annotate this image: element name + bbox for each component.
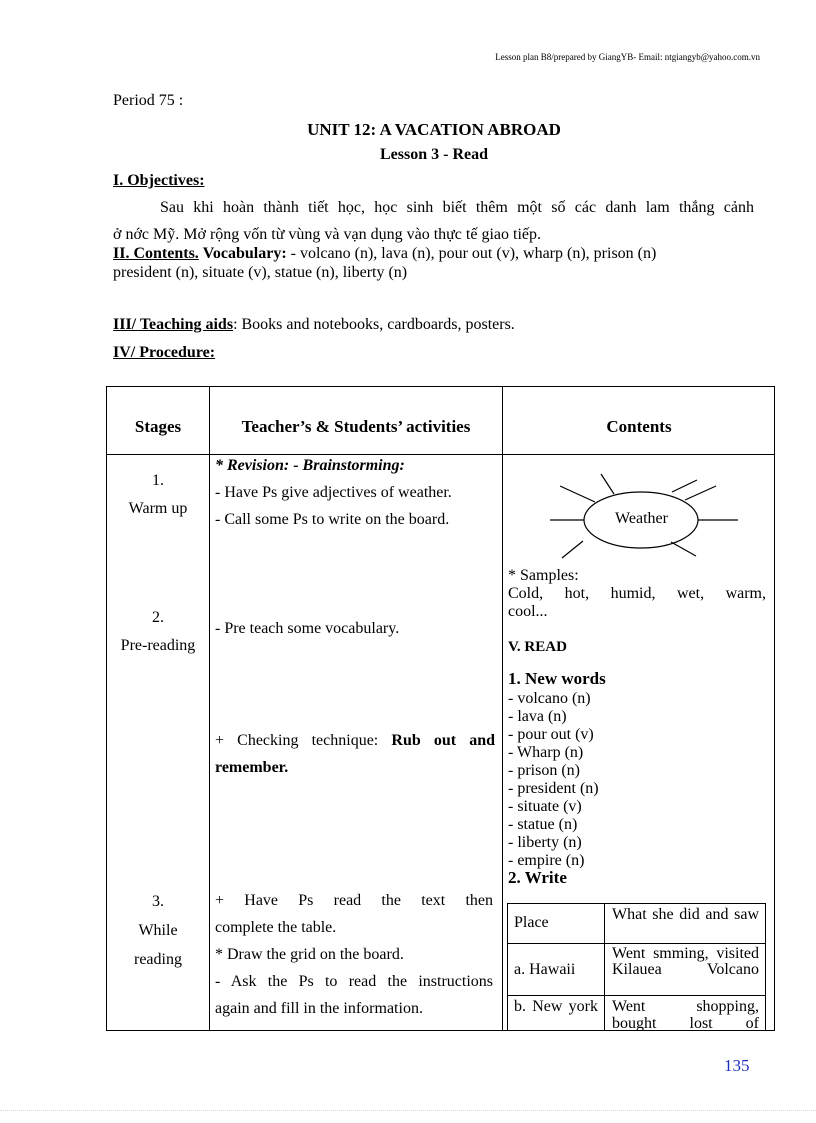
contents-heading: II. Contents. <box>113 245 199 262</box>
activity-technique: remember. <box>215 759 289 776</box>
grid-place: Place <box>508 904 605 943</box>
header-stages: Stages <box>134 417 182 436</box>
grid-row <box>508 904 765 944</box>
unit-title: UNIT 12: A VACATION ABROAD <box>307 120 561 139</box>
word-item: - president (n) <box>508 780 599 797</box>
grid-row <box>508 996 765 1031</box>
word-item: - prison (n) <box>508 762 580 779</box>
teaching-aids-heading: III/ Teaching aids <box>113 316 234 333</box>
samples-line-2: cool... <box>508 603 548 620</box>
word-item: - pour out (v) <box>508 726 594 743</box>
grid-did <box>606 904 765 943</box>
word-item: - Wharp (n) <box>508 744 584 761</box>
header-activities: Teacher’s & Students’ activities <box>241 417 471 436</box>
objectives-heading: I. Objectives: <box>113 172 205 189</box>
grid-place: a. Hawaii <box>508 944 605 995</box>
word-item: - volcano (n) <box>508 690 591 707</box>
teaching-aids-paragraph <box>113 316 515 334</box>
stage-warm-up <box>107 467 209 523</box>
grid-did <box>606 944 765 995</box>
section-read: V. READ <box>508 639 567 655</box>
word-item: - statue (n) <box>508 816 578 833</box>
grid-place <box>508 996 605 1031</box>
teaching-aids-text: : Books and notebooks, cardboards, posters. <box>233 316 515 333</box>
stage-while-reading <box>107 887 209 974</box>
contents-paragraph <box>113 245 755 263</box>
activity-line: - Call some Ps to write on the board. <box>215 511 450 528</box>
vocabulary-label: Vocabulary: <box>202 245 287 262</box>
grid-did-text: Went smming, visited Kilauea Volcano <box>612 946 759 978</box>
activity-while-reading <box>215 887 493 1022</box>
page-number: 135 <box>724 1056 750 1075</box>
activity-line: - Ask the Ps to read the instructions <box>215 973 493 990</box>
vocabulary-list-1: - volcano (n), lava (n), pour out (v), wharp (n), prison (n) <box>290 245 657 262</box>
objectives-line-1: Sau khi hoàn thành tiết học, học sinh biết thêm một số các danh lam thắng cảnh <box>160 199 754 216</box>
activity-revision: * Revision: - Brainstorming: <box>215 457 405 474</box>
stage-pre-reading <box>107 604 209 660</box>
word-item: - liberty (n) <box>508 834 582 851</box>
activity-line: complete the table. <box>215 919 337 936</box>
word-item: - situate (v) <box>508 798 582 815</box>
grid-did <box>606 996 765 1031</box>
write-grid <box>507 903 766 1031</box>
weather-label: Weather <box>615 510 668 527</box>
stage-name: Pre-reading <box>120 637 196 654</box>
grid-did-text: What she did and saw <box>612 906 759 923</box>
stage-number: 1. <box>152 472 164 489</box>
word-item: - lava (n) <box>508 708 567 725</box>
page-header: Lesson plan B8/prepared by GiangYB- Email: ntgiangyb@yahoo.com.vn <box>495 52 760 62</box>
samples-line-1: Cold, hot, humid, wet, warm, <box>508 585 766 602</box>
word-item: - empire (n) <box>508 852 585 869</box>
activity-line: + Have Ps read the text then <box>215 892 493 909</box>
stage-name: reading <box>134 951 182 968</box>
activity-text: + Checking technique: <box>215 732 379 749</box>
grid-did-text: Went shopping, bought lost of <box>612 998 759 1031</box>
activity-technique: Rub out and <box>391 732 496 749</box>
stage-name: While <box>138 922 178 939</box>
grid-place-text: b. New york <box>514 998 598 1015</box>
procedure-heading: IV/ Procedure: <box>113 344 216 361</box>
new-words-list <box>508 690 599 870</box>
objectives-line-2: ở nớc Mỹ. Mở rộng vốn từ vùng và vạn dụng vào thực tế giao tiếp. <box>113 226 541 243</box>
write-heading: 2. Write <box>508 868 567 887</box>
stage-number: 2. <box>152 609 164 626</box>
lesson-title: Lesson 3 - Read <box>379 146 488 163</box>
activity-checking <box>215 727 495 781</box>
grid-row <box>508 944 765 996</box>
stage-name: Warm up <box>128 500 188 517</box>
page-bottom-divider <box>0 1110 816 1111</box>
period-label: Period 75 : <box>113 92 184 109</box>
new-words-heading: 1. New words <box>508 669 606 688</box>
stage-number: 3. <box>152 893 164 910</box>
samples-label: * Samples: <box>508 567 579 584</box>
header-contents: Contents <box>606 417 672 436</box>
activity-line: - Pre teach some vocabulary. <box>215 620 400 637</box>
activity-line: - Have Ps give adjectives of weather. <box>215 484 452 501</box>
activity-line: again and fill in the information. <box>215 1000 423 1017</box>
vocabulary-list-2: president (n), situate (v), statue (n), liberty (n) <box>113 264 408 281</box>
activity-line: * Draw the grid on the board. <box>215 946 404 963</box>
